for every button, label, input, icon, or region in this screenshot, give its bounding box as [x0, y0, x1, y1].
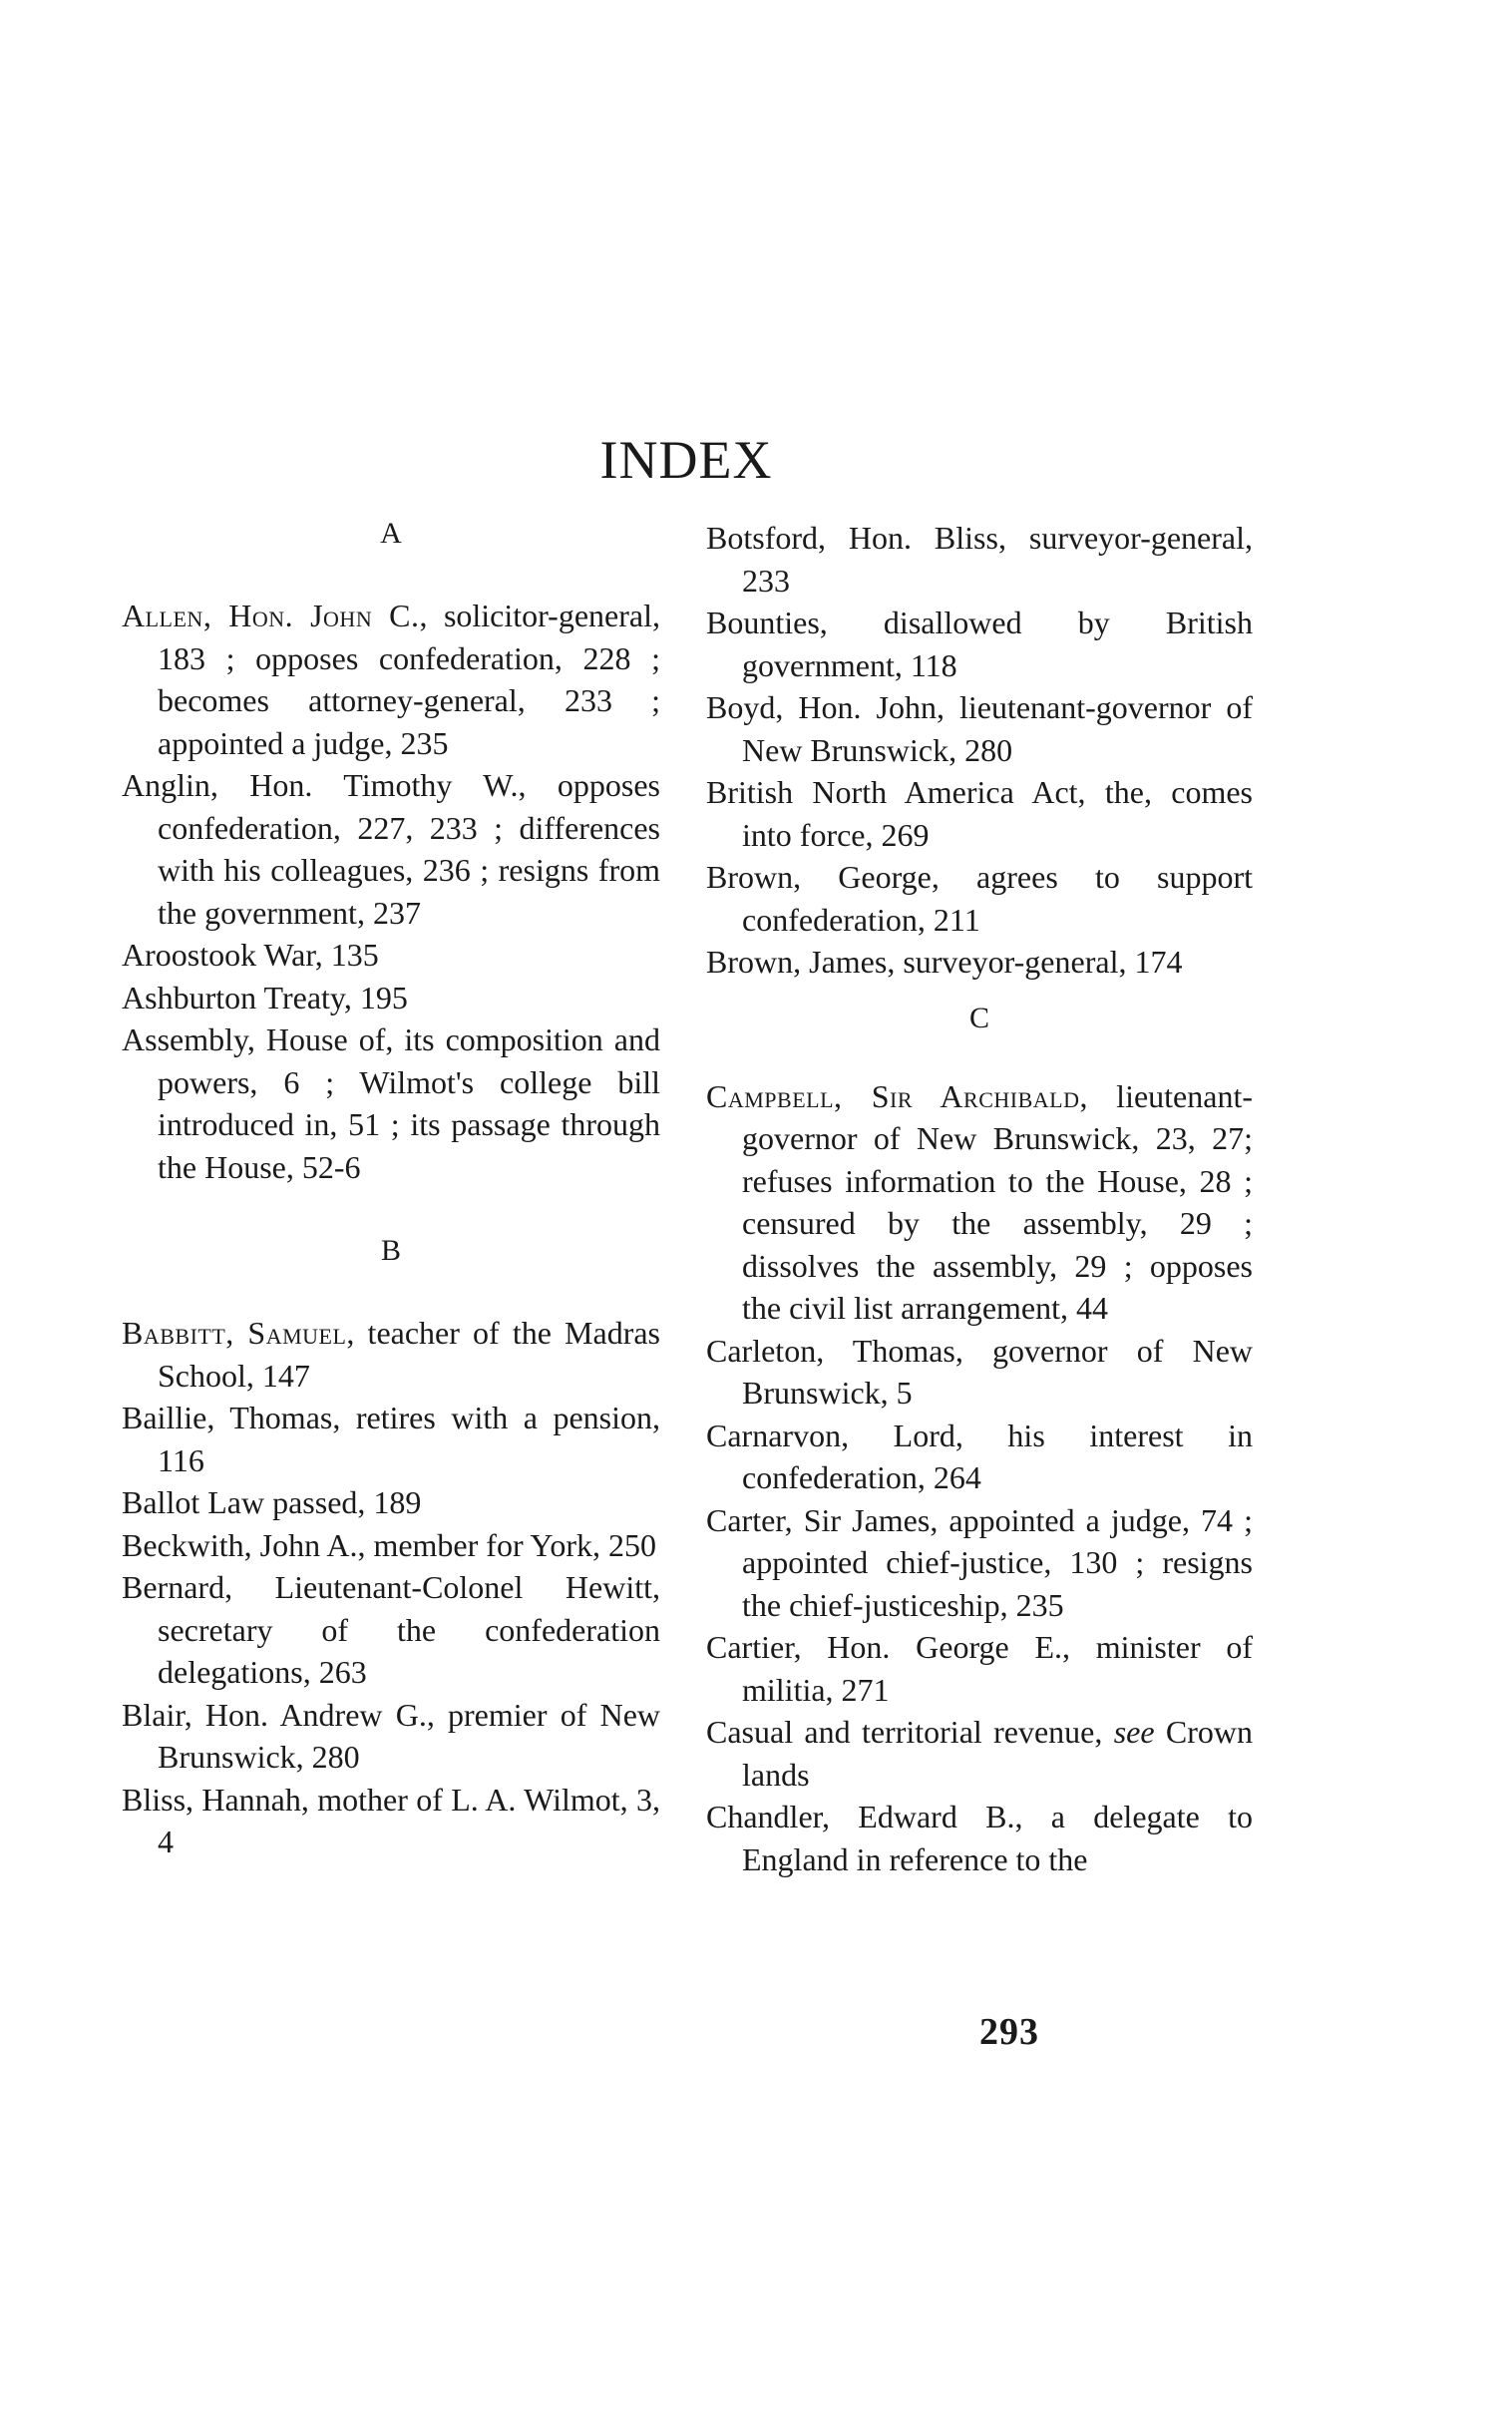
index-entry: Boyd, Hon. John, lieutenant-governor of New Brunswick, 280: [706, 689, 1253, 768]
entry-text: , teacher of the Madras School, 147: [158, 1315, 660, 1394]
see-target: Crown lands: [742, 1714, 1253, 1793]
index-entry: Blair, Hon. Andrew G., premier of New Brunswick, 280: [122, 1696, 660, 1775]
right-column: [706, 517, 1253, 1880]
entry-text: , solicitor-general, 183 ; opposes confederation, 228 ; becomes attorney-general, 233 ; appointed a judge, 235: [158, 598, 660, 761]
index-entry: [122, 1312, 660, 1397]
index-entry: Bernard, Lieutenant-Colonel Hewitt, secretary of the confederation delegations, 263: [122, 1569, 660, 1690]
index-entry: Ashburton Treaty, 195: [122, 979, 408, 1015]
index-entry: Aroostook War, 135: [122, 937, 379, 973]
entry-text: , lieutenant-governor of New Brunswick, 23, 27; refuses information to the House, 28 ; censured by the assembly, 29 ; dissolves the assembly, 29 ; opposes the civil list arrangement, 44: [742, 1077, 1253, 1326]
page-number: 293: [979, 2011, 1039, 2053]
index-entry: Baillie, Thomas, retires with a pension, 116: [122, 1400, 660, 1478]
entry-head: Allen, Hon. John C.: [122, 598, 420, 633]
index-entry: [706, 1711, 1253, 1796]
left-column: [122, 517, 660, 1863]
index-entry: British North America Act, the, comes into force, 269: [706, 774, 1253, 853]
index-entry: Carter, Sir James, appointed a judge, 74 ; appointed chief-justice, 130 ; resigns the chief-justiceship, 235: [706, 1501, 1253, 1623]
entry-head: Campbell, Sir Archibald: [706, 1077, 1080, 1114]
index-entry: Brown, George, agrees to support confederation, 211: [706, 859, 1253, 938]
index-entry: [706, 1075, 1253, 1330]
index-entry: Beckwith, John A., member for York, 250: [122, 1526, 656, 1563]
index-entry: Ballot Law passed, 189: [122, 1484, 422, 1520]
index-entry: Bounties, disallowed by British government, 118: [706, 605, 1253, 683]
index-entry: Botsford, Hon. Bliss, surveyor-general, 233: [706, 520, 1253, 599]
entry-head: Babbitt, Samuel: [122, 1315, 347, 1351]
section-letter-a: A: [380, 517, 402, 550]
index-entry: Carnarvon, Lord, his interest in confederation, 264: [706, 1417, 1253, 1495]
section-letter-c: C: [968, 1001, 989, 1034]
section-letter-b: B: [380, 1234, 401, 1267]
index-entry: Bliss, Hannah, mother of L. A. Wilmot, 3, 4: [122, 1781, 660, 1859]
index-entry: Brown, James, surveyor-general, 174: [706, 944, 1183, 980]
index-entry: Carleton, Thomas, governor of New Brunswick, 5: [706, 1332, 1253, 1411]
page-title: INDEX: [599, 430, 773, 490]
index-entry: Cartier, Hon. George E., minister of militia, 271: [706, 1629, 1253, 1708]
index-entry: [122, 595, 660, 764]
index-entry: Chandler, Edward B., a delegate to England in reference to the: [706, 1799, 1253, 1877]
index-entry: Assembly, House of, its composition and powers, 6 ; Wilmot's college bill introduced in, 51 ; its passage through the House, 52-6: [122, 1021, 660, 1185]
see-reference: see: [1113, 1714, 1155, 1750]
index-entry: Anglin, Hon. Timothy W., opposes confederation, 227, 233 ; differences with his colleagues, 236 ; resigns from the government, 237: [122, 767, 660, 931]
entry-text: Casual and territorial revenue,: [706, 1714, 1103, 1750]
